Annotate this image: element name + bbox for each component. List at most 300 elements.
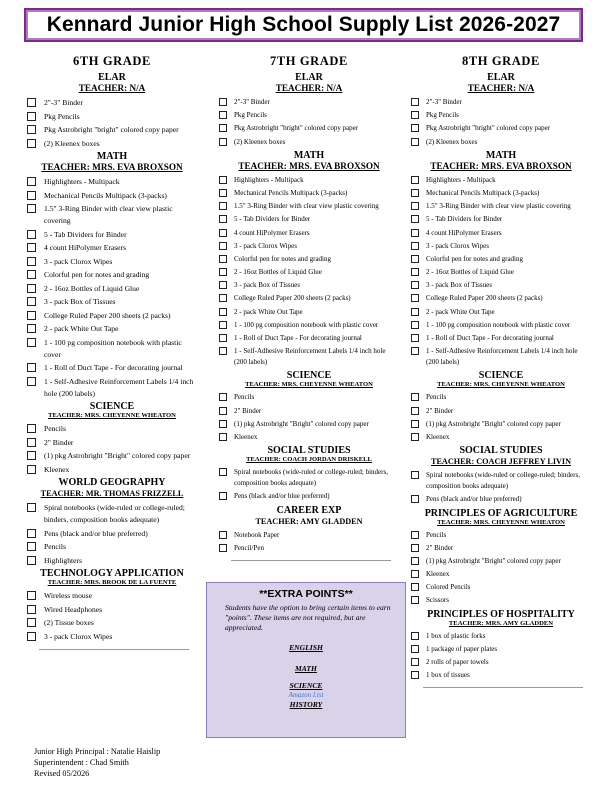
checkbox[interactable] <box>411 308 419 316</box>
checklist-item[interactable] <box>27 138 197 150</box>
section-title: ELAR <box>487 72 515 83</box>
page-title: Kennard Junior High School Supply List 2026-2027 <box>46 13 561 36</box>
extra-points-box <box>206 582 406 738</box>
teacher-name: TEACHER: COACH JORDAN DRISKELL <box>246 456 372 464</box>
checkbox[interactable] <box>219 189 227 197</box>
checkbox[interactable] <box>27 424 36 433</box>
item-label: (2) Tissue boxes <box>44 618 94 627</box>
checklist-item[interactable] <box>411 595 591 606</box>
checkbox[interactable] <box>27 230 36 239</box>
checkbox[interactable] <box>27 125 36 134</box>
teacher-name: TEACHER: N/A <box>275 83 343 93</box>
checklist-item[interactable] <box>27 437 197 449</box>
section-title: CAREER EXP <box>276 504 342 516</box>
checklist-item[interactable] <box>219 307 399 318</box>
section-title: MATH <box>485 149 517 161</box>
checklist-item[interactable] <box>411 201 591 212</box>
checkbox[interactable] <box>27 377 36 386</box>
checklist-item[interactable] <box>219 392 399 403</box>
teacher-name: TEACHER: MRS. CHEYENNE WHEATON <box>437 518 565 526</box>
grade-heading: 6TH GRADE <box>73 54 151 68</box>
checklist-item[interactable] <box>411 137 591 148</box>
checklist-item[interactable] <box>411 333 591 344</box>
checklist-item[interactable] <box>411 494 591 505</box>
divider <box>231 560 391 561</box>
item-list <box>411 530 591 607</box>
checkbox[interactable] <box>27 363 36 372</box>
checkbox[interactable] <box>219 544 227 552</box>
checklist-item[interactable] <box>411 97 591 108</box>
checkbox[interactable] <box>411 531 419 539</box>
checkbox[interactable] <box>411 98 419 106</box>
checkbox[interactable] <box>411 632 419 640</box>
checklist-item[interactable] <box>219 419 399 430</box>
item-label: 2 - 16oz Bottles of Liquid Glue <box>426 268 514 277</box>
checkbox[interactable] <box>411 242 419 250</box>
checkbox[interactable] <box>411 347 419 355</box>
checklist-item[interactable] <box>27 604 197 616</box>
checkbox[interactable] <box>27 139 36 148</box>
checkbox[interactable] <box>411 334 419 342</box>
checklist-item[interactable] <box>27 229 197 241</box>
checkbox[interactable] <box>219 308 227 316</box>
item-label: (2) Kleenex boxes <box>234 137 286 146</box>
checklist-item[interactable] <box>27 337 197 361</box>
teacher-name: TEACHER: MRS. AMY GLADDEN <box>448 619 554 627</box>
item-label: 2" Binder <box>44 437 74 447</box>
checklist-item[interactable] <box>27 310 197 322</box>
checklist-item[interactable] <box>27 97 197 109</box>
item-label: 2 - 16oz Bottles of Liquid Glue <box>44 283 140 293</box>
checklist-item[interactable] <box>27 242 197 254</box>
item-label: 1 - Roll of Duct Tape - For decorating journal <box>234 334 362 342</box>
item-label: College Ruled Paper 200 sheets (2 packs) <box>44 310 171 320</box>
item-label: 3 - pack Box of Tissues <box>44 297 116 306</box>
item-label: Mechanical Pencils Multipack (3-packs) <box>44 190 167 200</box>
divider <box>39 649 189 650</box>
item-label: Pencils <box>426 393 447 402</box>
item-list <box>27 423 197 476</box>
checkbox[interactable] <box>27 284 36 293</box>
checklist-item[interactable] <box>219 110 399 121</box>
checkbox[interactable] <box>219 98 227 106</box>
item-label: Pencil/Pen <box>234 543 264 552</box>
checklist-item[interactable] <box>411 419 591 430</box>
checklist-item[interactable] <box>219 491 399 502</box>
item-label: Spiral notebooks (wide-ruled or college-ruled; binders, composition books adequate) <box>44 503 185 524</box>
checkbox[interactable] <box>219 294 227 302</box>
checklist-item[interactable] <box>411 110 591 121</box>
checkbox[interactable] <box>27 112 36 121</box>
teacher-name: TEACHER: N/A <box>78 83 146 93</box>
item-label: Pkg Astrobright "bright" colored copy paper <box>426 124 551 133</box>
checklist-item[interactable] <box>27 555 197 567</box>
checkbox[interactable] <box>27 591 36 600</box>
checkbox[interactable] <box>411 658 419 666</box>
checkbox[interactable] <box>219 531 227 539</box>
checklist-item[interactable] <box>27 464 197 476</box>
item-label: Colorful pen for notes and grading <box>44 270 150 279</box>
item-label: Pens (black and/or blue preferred) <box>234 492 330 501</box>
checkbox[interactable] <box>411 189 419 197</box>
item-list <box>411 470 591 505</box>
item-label: Wired Headphones <box>44 604 103 614</box>
item-label: Pencils <box>426 530 447 539</box>
checkbox[interactable] <box>27 297 36 306</box>
checklist-item[interactable] <box>219 346 399 368</box>
checklist-item[interactable] <box>219 320 399 331</box>
item-label: 3 - pack Clorox Wipes <box>426 241 489 250</box>
checkbox[interactable] <box>27 177 36 186</box>
checkbox[interactable] <box>219 255 227 263</box>
checkbox[interactable] <box>219 492 227 500</box>
checklist-item[interactable] <box>27 450 197 462</box>
checkbox[interactable] <box>27 542 36 551</box>
item-label: Kleenex <box>234 432 258 441</box>
checklist-item[interactable] <box>219 280 399 291</box>
teacher-name: TEACHER: MRS. BROOK DE LA FUENTE <box>47 579 177 586</box>
item-label: 5 - Tab Dividers for Binder <box>44 229 127 239</box>
checklist-item[interactable] <box>219 175 399 186</box>
teacher-name: TEACHER: MRS. EVA BROXSON <box>41 162 183 172</box>
item-label: Scissors <box>426 596 449 605</box>
checkbox[interactable] <box>411 420 419 428</box>
item-label: College Ruled Paper 200 sheets (2 packs) <box>234 294 351 303</box>
checklist-item[interactable] <box>411 670 591 681</box>
checkbox[interactable] <box>219 111 227 119</box>
checklist-item[interactable] <box>411 123 591 134</box>
checklist-item[interactable] <box>219 137 399 148</box>
item-list <box>27 97 197 150</box>
checkbox[interactable] <box>219 124 227 132</box>
checkbox[interactable] <box>411 229 419 237</box>
checklist-item[interactable] <box>411 631 591 642</box>
item-label: Pkg Astrobright "bright" colored copy paper <box>234 124 359 133</box>
checklist-item[interactable] <box>27 528 197 540</box>
checkbox[interactable] <box>219 176 227 184</box>
item-label: Mechanical Pencils Multipack (3-packs) <box>234 188 348 197</box>
checklist-item[interactable] <box>27 190 197 202</box>
checkbox[interactable] <box>411 471 419 479</box>
checklist-item[interactable] <box>27 631 197 643</box>
item-label: Pens (black and/or blue preferred) <box>426 495 522 504</box>
item-label: Kleenex <box>426 432 450 441</box>
item-label: 1.5" 3-Ring Binder with clear view plastic covering <box>426 202 571 211</box>
checklist-item[interactable] <box>219 333 399 344</box>
checklist-item[interactable] <box>27 323 197 335</box>
checkbox[interactable] <box>219 420 227 428</box>
checklist-item[interactable] <box>219 97 399 108</box>
checklist-item[interactable] <box>27 590 197 602</box>
checklist-item[interactable] <box>27 376 197 400</box>
item-label: 1 - Self-Adhesive Reinforcement Labels 1/4 inch hole (200 labels) <box>234 347 386 367</box>
item-label: (2) Kleenex boxes <box>44 138 100 148</box>
item-label: Spiral notebooks (wide-ruled or college-ruled; binders, composition books adequate) <box>234 468 388 488</box>
principal-line: Junior High Principal : Natalie Haislip <box>34 747 161 756</box>
checkbox[interactable] <box>411 544 419 552</box>
checklist-item[interactable] <box>27 617 197 629</box>
grade-8-column <box>411 54 591 688</box>
checkbox[interactable] <box>27 556 36 565</box>
checkbox[interactable] <box>219 138 227 146</box>
item-label: Pkg Astrobright "bright" colored copy paper <box>44 125 179 134</box>
item-label: 3 - pack Clorox Wipes <box>44 631 113 641</box>
checkbox[interactable] <box>411 124 419 132</box>
grade-6-column <box>27 54 197 650</box>
checkbox[interactable] <box>27 465 36 474</box>
checklist-item[interactable] <box>219 267 399 278</box>
checkbox[interactable] <box>411 176 419 184</box>
item-label: 2 - pack White Out Tape <box>44 324 119 333</box>
checkbox[interactable] <box>219 334 227 342</box>
checklist-item[interactable] <box>411 228 591 239</box>
section-title: WORLD GEOGRAPHY <box>58 477 166 488</box>
checklist-item[interactable] <box>411 392 591 403</box>
checklist-item[interactable] <box>27 283 197 295</box>
checkbox[interactable] <box>27 529 36 538</box>
checkbox[interactable] <box>219 468 227 476</box>
checklist-item[interactable] <box>411 582 591 593</box>
extra-points-title: **EXTRA POINTS** <box>259 588 353 600</box>
checkbox[interactable] <box>27 438 36 447</box>
item-label: 1.5" 3-Ring Binder with clear view plastic covering <box>44 204 173 225</box>
teacher-name: TEACHER: AMY GLADDEN <box>255 516 363 526</box>
checkbox[interactable] <box>411 671 419 679</box>
checkbox[interactable] <box>219 202 227 210</box>
checkbox[interactable] <box>27 191 36 200</box>
checklist-item[interactable] <box>219 254 399 265</box>
teacher-name: TEACHER: MRS. CHEYENNE WHEATON <box>437 381 565 389</box>
checklist-item[interactable] <box>411 470 591 492</box>
teacher-name: TEACHER: MRS. EVA BROXSON <box>430 160 572 171</box>
checklist-item[interactable] <box>411 267 591 278</box>
item-label: 2"-3" Binder <box>44 98 83 107</box>
item-label: 2" Binder <box>426 543 454 552</box>
checkbox[interactable] <box>27 324 36 333</box>
item-list <box>27 176 197 400</box>
checkbox[interactable] <box>411 570 419 578</box>
checkbox[interactable] <box>411 268 419 276</box>
amazon-list-link[interactable]: Amazon List <box>288 691 324 699</box>
item-label: (1) pkg Astrobright "Bright" colored copy paper <box>426 556 561 565</box>
item-label: 2 - 16oz Bottles of Liquid Glue <box>234 268 322 277</box>
item-label: Pens (black and/or blue preferred) <box>44 528 148 538</box>
item-list <box>219 175 399 368</box>
checklist-item[interactable] <box>411 406 591 417</box>
footer <box>34 746 160 779</box>
item-label: 1.5" 3-Ring Binder with clear view plastic covering <box>234 202 379 211</box>
checkbox[interactable] <box>411 111 419 119</box>
checklist-item[interactable] <box>219 201 399 212</box>
checklist-item[interactable] <box>27 124 197 136</box>
checkbox[interactable] <box>27 338 36 347</box>
checkbox[interactable] <box>27 243 36 252</box>
checklist-item[interactable] <box>219 432 399 443</box>
item-label: 1 package of paper plates <box>426 644 498 653</box>
checkbox[interactable] <box>27 257 36 266</box>
checklist-item[interactable] <box>27 362 197 374</box>
divider <box>423 687 583 688</box>
extra-points-description: Students have the option to bring certain items to earn "points". These items are not required, but are appreciated. <box>225 603 391 632</box>
checkbox[interactable] <box>411 495 419 503</box>
checkbox[interactable] <box>411 596 419 604</box>
checklist-item[interactable] <box>27 296 197 308</box>
item-label: Pkg Pencils <box>426 111 459 120</box>
checklist-item[interactable] <box>27 203 197 227</box>
item-label: 1 - Roll of Duct Tape - For decorating journal <box>426 334 554 342</box>
item-label: 1 box of tissues <box>426 671 470 680</box>
checklist-item[interactable] <box>27 423 197 435</box>
checkbox[interactable] <box>411 255 419 263</box>
revised-line: Revised 05/2026 <box>34 769 90 778</box>
checklist-item[interactable] <box>219 530 399 541</box>
checkbox[interactable] <box>411 583 419 591</box>
teacher-name: TEACHER: N/A <box>467 83 535 93</box>
checkbox[interactable] <box>27 503 36 512</box>
item-label: (2) Kleenex boxes <box>426 137 478 146</box>
checkbox[interactable] <box>411 281 419 289</box>
grade-heading: 7TH GRADE <box>270 54 348 68</box>
item-label: 3 - pack Clorox Wipes <box>44 256 113 266</box>
superintendent-line: Superintendent : Chad Smith <box>34 758 129 767</box>
item-label: (1) pkg Astrobright "Bright" colored copy paper <box>426 419 561 428</box>
checklist-item[interactable] <box>411 307 591 318</box>
checkbox[interactable] <box>27 632 36 641</box>
section-title: SCIENCE <box>286 370 332 382</box>
checklist-item[interactable] <box>411 657 591 668</box>
checkbox[interactable] <box>27 204 36 213</box>
item-label: 4 count HiPolymer Erasers <box>234 228 310 237</box>
math-link[interactable]: MATH <box>295 664 317 673</box>
item-label: Pencils <box>44 542 66 551</box>
checklist-item[interactable] <box>411 293 591 304</box>
item-list <box>411 97 591 148</box>
checklist-item[interactable] <box>411 556 591 567</box>
item-label: 1 - Self-Adhesive Reinforcement Labels 1/4 inch hole (200 labels) <box>426 347 578 367</box>
teacher-name: TEACHER: MRS. CHEYENNE WHEATON <box>245 381 373 389</box>
item-label: Pencils <box>44 424 66 433</box>
checklist-item[interactable] <box>27 176 197 188</box>
checklist-item[interactable] <box>219 228 399 239</box>
item-label: Wireless mouse <box>44 591 92 600</box>
checkbox[interactable] <box>411 138 419 146</box>
checkbox[interactable] <box>219 242 227 250</box>
section-title: MATH <box>96 151 128 162</box>
history-link[interactable]: HISTORY <box>289 700 323 709</box>
checkbox[interactable] <box>219 347 227 355</box>
checkbox[interactable] <box>411 202 419 210</box>
item-label: 1 - 100 pg composition notebook with plastic cover <box>44 337 182 359</box>
checklist-item[interactable] <box>411 320 591 331</box>
item-label: Colored Pencils <box>426 583 471 592</box>
item-label: 4 count HiPolymer Erasers <box>44 243 127 252</box>
checklist-item[interactable] <box>27 541 197 553</box>
checklist-item[interactable] <box>219 467 399 489</box>
checkbox[interactable] <box>219 281 227 289</box>
checklist-item[interactable] <box>27 502 197 526</box>
checkbox[interactable] <box>27 451 36 460</box>
science-link[interactable]: SCIENCE <box>289 681 323 690</box>
checklist-item[interactable] <box>411 530 591 541</box>
checkbox[interactable] <box>219 215 227 223</box>
item-label: 2 rolls of paper towels <box>426 658 489 666</box>
checkbox[interactable] <box>27 270 36 279</box>
checklist-item[interactable] <box>411 346 591 368</box>
checkbox[interactable] <box>411 215 419 223</box>
checklist-item[interactable] <box>219 123 399 134</box>
teacher-name: TEACHER: COACH JEFFREY LIVIN <box>430 457 572 467</box>
checkbox[interactable] <box>219 268 227 276</box>
section-title: SCIENCE <box>478 370 524 382</box>
checklist-item[interactable] <box>219 188 399 199</box>
checkbox[interactable] <box>219 393 227 401</box>
checkbox[interactable] <box>411 294 419 302</box>
checkbox[interactable] <box>411 433 419 441</box>
section-title: SOCIAL STUDIES <box>267 445 351 457</box>
checklist-item[interactable] <box>219 543 399 554</box>
item-label: 1 - 100 pg composition notebook with plastic cover <box>426 320 571 329</box>
checkbox[interactable] <box>411 321 419 329</box>
grade-heading: 8TH GRADE <box>462 54 540 68</box>
checkbox[interactable] <box>411 645 419 653</box>
checkbox[interactable] <box>219 407 227 415</box>
checklist-item[interactable] <box>411 644 591 655</box>
section-title: ELAR <box>295 72 323 83</box>
checkbox[interactable] <box>27 98 36 107</box>
checkbox[interactable] <box>411 393 419 401</box>
checklist-item[interactable] <box>411 254 591 265</box>
checklist-item[interactable] <box>411 241 591 252</box>
checkbox[interactable] <box>219 321 227 329</box>
checklist-item[interactable] <box>219 406 399 417</box>
item-list <box>219 392 399 443</box>
checklist-item[interactable] <box>219 293 399 304</box>
item-label: Kleenex <box>426 570 450 579</box>
checkbox[interactable] <box>27 618 36 627</box>
checklist-item[interactable] <box>411 175 591 186</box>
checklist-item[interactable] <box>219 241 399 252</box>
item-label: 2 - pack White Out Tape <box>234 307 303 316</box>
checklist-item[interactable] <box>411 280 591 291</box>
checkbox[interactable] <box>411 407 419 415</box>
checkbox[interactable] <box>27 311 36 320</box>
section-title: PRINCIPLES OF AGRICULTURE <box>424 507 578 519</box>
english-link[interactable]: ENGLISH <box>289 643 323 652</box>
item-label: Highlighters <box>44 555 82 565</box>
item-label: 4 count HiPolymer Erasers <box>426 228 502 237</box>
checklist-item[interactable] <box>27 256 197 268</box>
item-label: 3 - pack Clorox Wipes <box>234 241 297 250</box>
checkbox[interactable] <box>219 229 227 237</box>
item-label: (1) pkg Astrobright "Bright" colored copy paper <box>44 451 191 460</box>
item-label: 3 - pack Box of Tissues <box>426 281 492 290</box>
checkbox[interactable] <box>411 557 419 565</box>
section-title: SCIENCE <box>89 401 135 412</box>
checklist-item[interactable] <box>27 111 197 123</box>
checklist-item[interactable] <box>411 543 591 554</box>
checkbox[interactable] <box>219 433 227 441</box>
checklist-item[interactable] <box>411 188 591 199</box>
checklist-item[interactable] <box>411 214 591 225</box>
checklist-item[interactable] <box>27 269 197 281</box>
checklist-item[interactable] <box>411 569 591 580</box>
checkbox[interactable] <box>27 605 36 614</box>
checklist-item[interactable] <box>219 214 399 225</box>
title-banner <box>24 8 583 42</box>
item-label: Highlighters - Multipack <box>234 175 304 184</box>
item-label: 2" Binder <box>234 406 262 415</box>
checklist-item[interactable] <box>411 432 591 443</box>
